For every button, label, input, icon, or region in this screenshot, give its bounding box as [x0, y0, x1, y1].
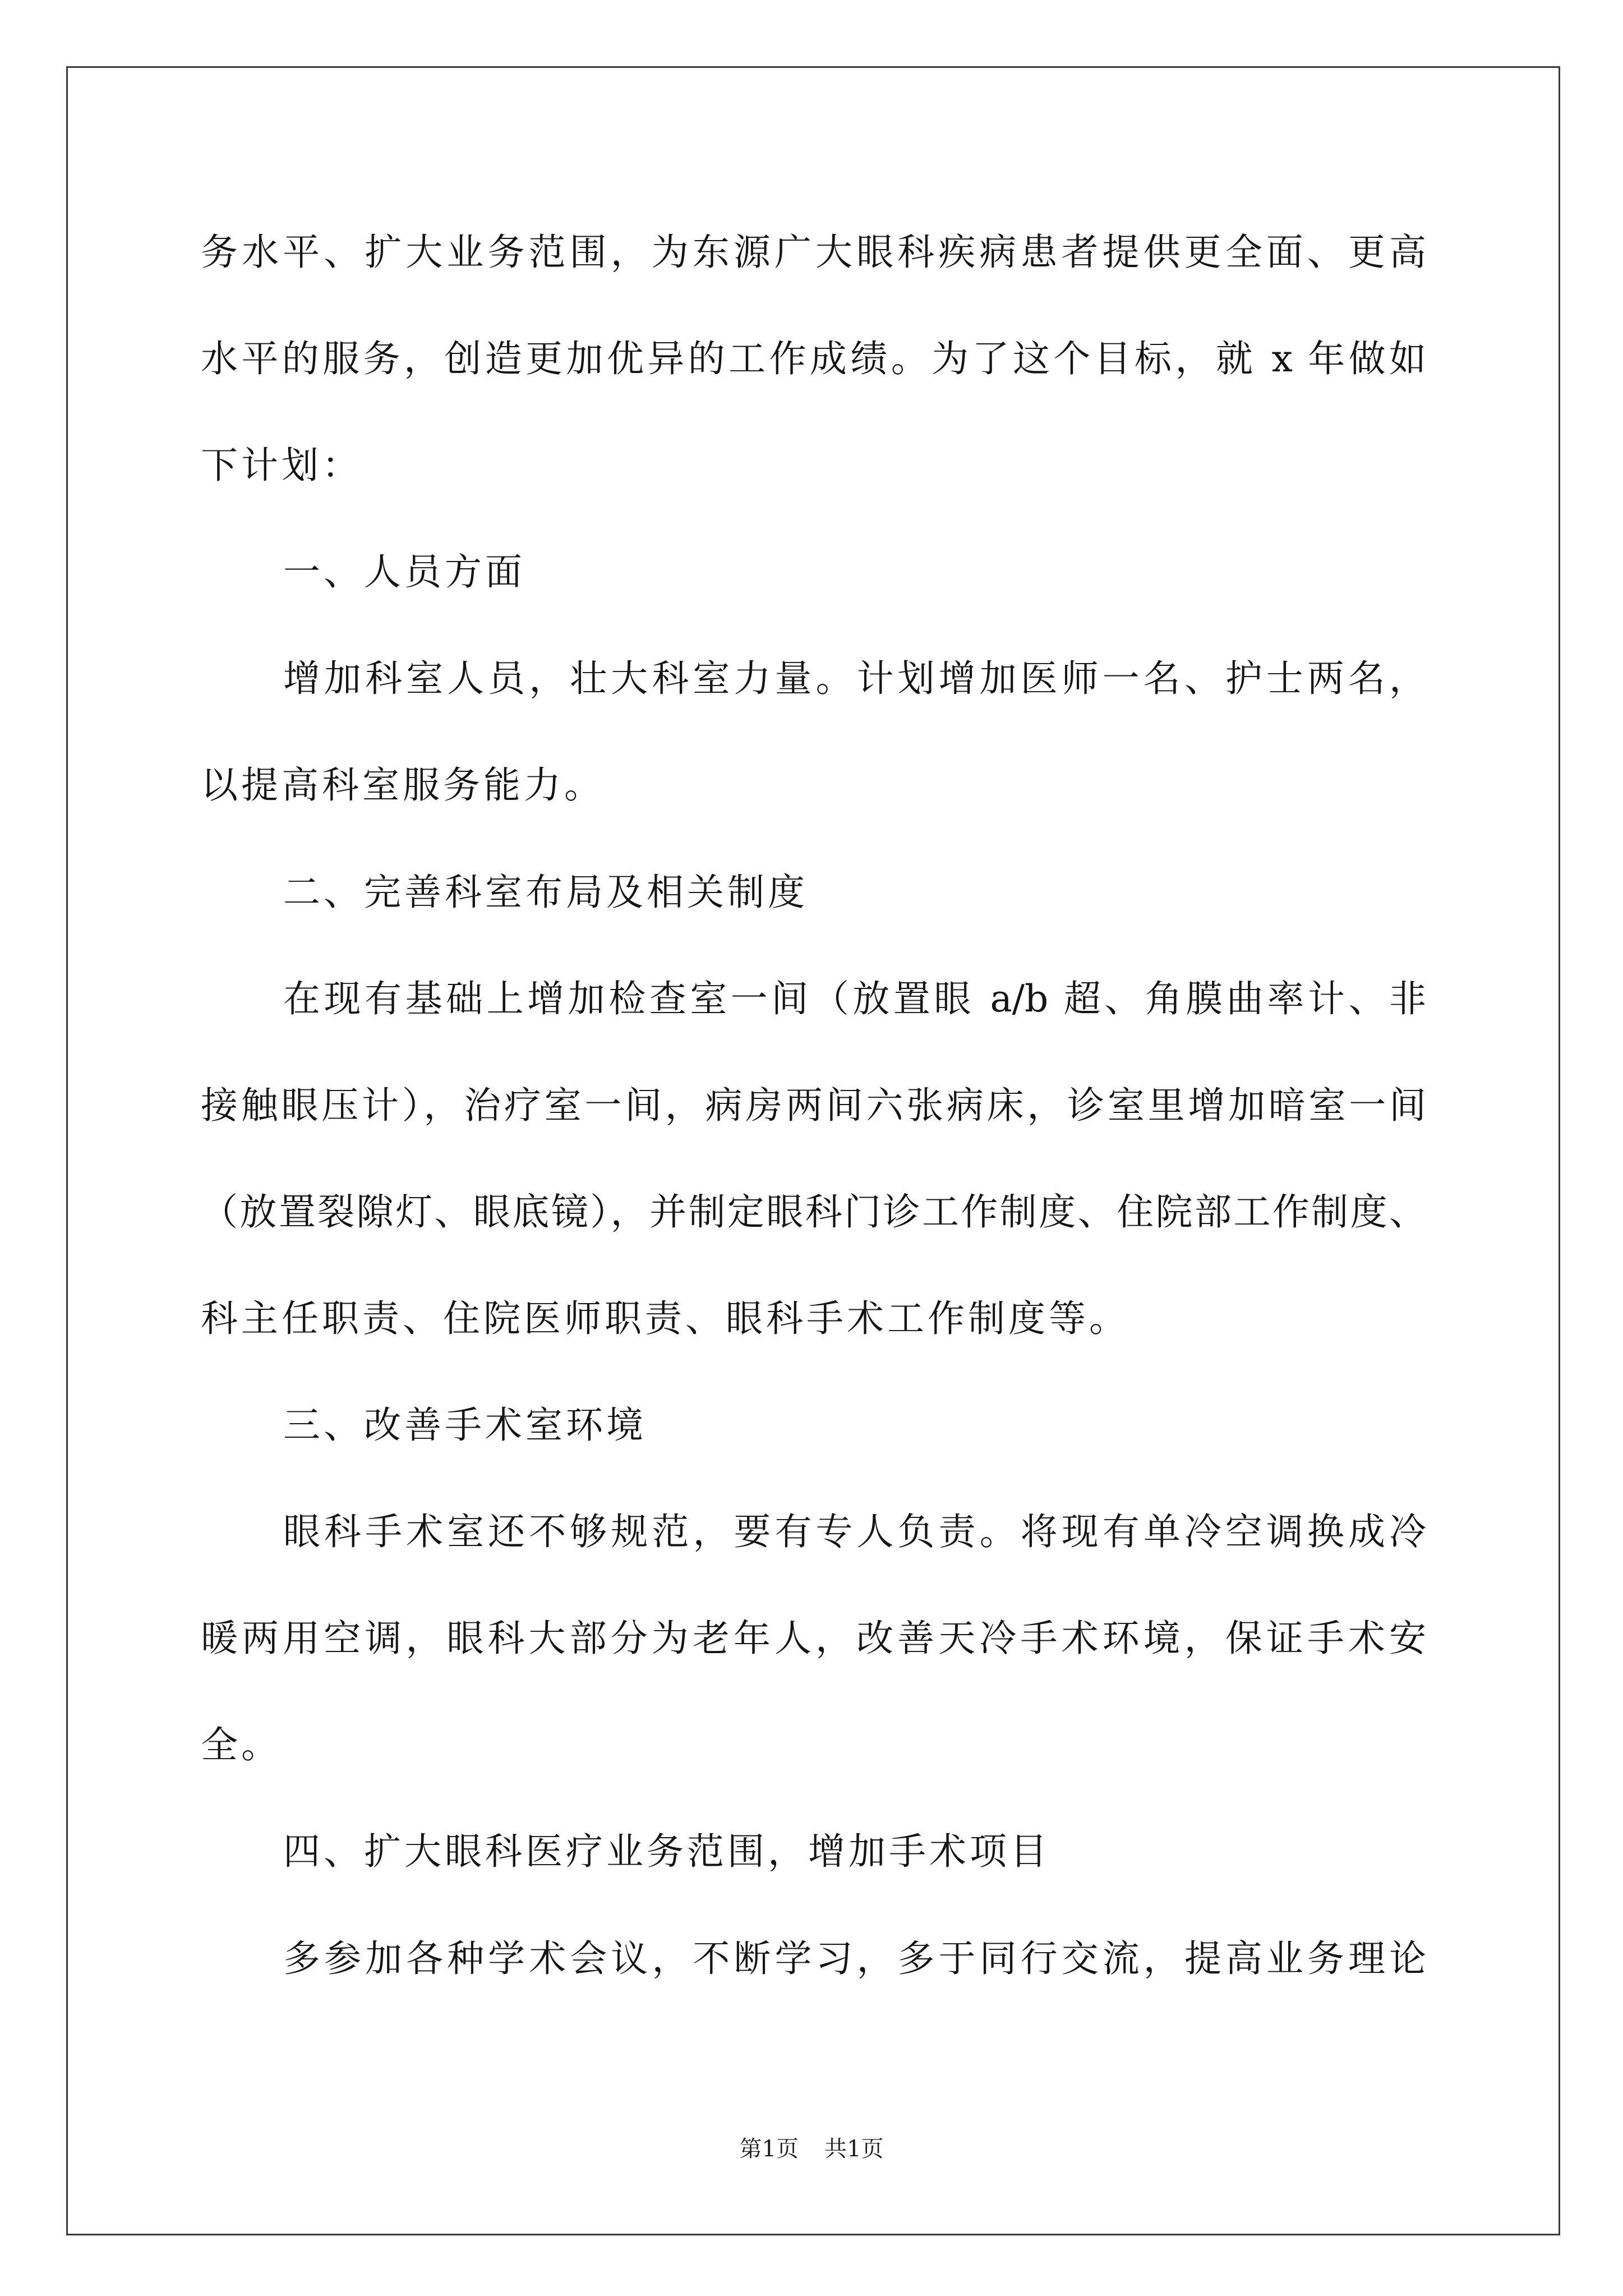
paragraph-line: 以提高科室服务能力。: [201, 763, 605, 807]
paragraph-line: 接触眼压计），治疗室一间，病房两间六张病床，诊室里增加暗室一间: [201, 1083, 1426, 1127]
paragraph-line: 暖两用空调，眼科大部分为老年人，改善天冷手术环境，保证手术安: [201, 1617, 1426, 1660]
paragraph-line: 眼科手术室还不够规范，要有专人负责。将现有单冷空调换成冷: [283, 1510, 1426, 1554]
section-heading-layout: 二、完善科室布局及相关制度: [283, 870, 808, 914]
section-heading-expand-scope: 四、扩大眼科医疗业务范围，增加手术项目: [283, 1830, 1050, 1874]
page-footer: [0, 2135, 1623, 2163]
document-body: [201, 199, 1426, 2012]
section-heading-operating-room: 三、改善手术室环境: [283, 1404, 647, 1447]
paragraph-line: 水平的服务，创造更加优异的工作成绩。为了这个目标，就 x 年做如: [201, 337, 1426, 381]
paragraph-line: 增加科室人员，壮大科室力量。计划增加医师一名、护士两名，: [283, 657, 1426, 701]
page-number: 第1页: [739, 2136, 799, 2162]
page-total: 共1页: [824, 2136, 884, 2162]
paragraph-line: 多参加各种学术会议，不断学习，多于同行交流，提高业务理论: [283, 1936, 1426, 1980]
paragraph-line: 科主任职责、住院医师职责、眼科手术工作制度等。: [201, 1296, 1129, 1340]
paragraph-line: （放置裂隙灯、眼底镜），并制定眼科门诊工作制度、住院部工作制度、: [201, 1190, 1426, 1234]
paragraph-line: 务水平、扩大业务范围，为东源广大眼科疾病患者提供更全面、更高: [201, 231, 1426, 274]
paragraph-line: 在现有基础上增加检查室一间（放置眼 a/b 超、角膜曲率计、非: [283, 977, 1426, 1020]
paragraph-line: 全。: [201, 1723, 282, 1767]
section-heading-personnel: 一、人员方面: [283, 550, 525, 594]
paragraph-line: 下计划：: [201, 444, 362, 487]
